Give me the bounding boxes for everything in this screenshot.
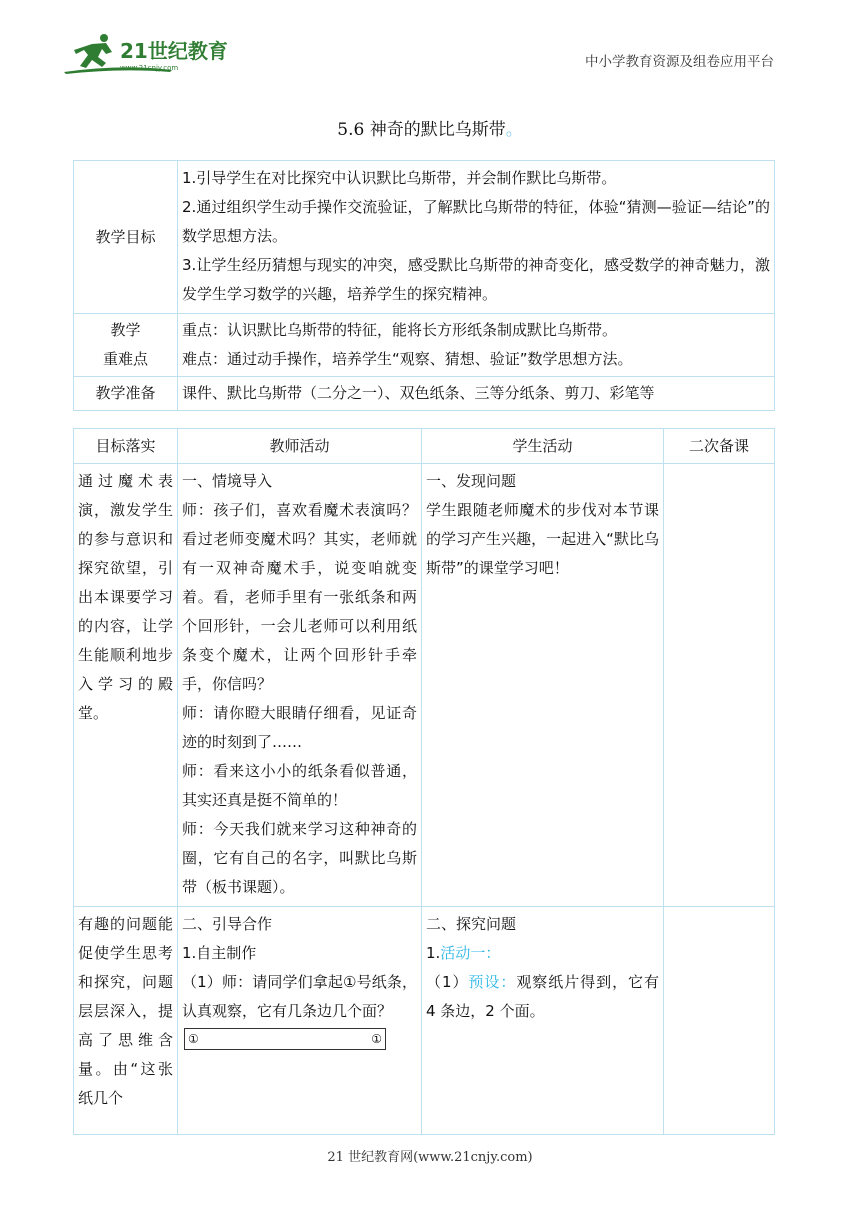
goal-cell: 通过魔术表演，激发学生的参与意识和探究欲望，引出本课要学习的内容，让学生能顺利地步入学习的殿堂。 bbox=[74, 464, 178, 907]
activity-row-1 bbox=[74, 464, 775, 907]
title-suffix: 。 bbox=[505, 120, 523, 140]
student-line: 学生跟随老师魔术的步伐对本节课的学习产生兴趣，一起进入“默比乌斯带”的课堂学习吧！ bbox=[426, 501, 659, 577]
teacher-line: （1）师：请同学们拿起①号纸条，认真观察，它有几条边几个面？ bbox=[182, 973, 417, 1020]
key-points-label: 教学 重难点 bbox=[74, 314, 178, 377]
teacher-line: 师：今天我们就来学习这种神奇的圈，它有自己的名字，叫默比乌斯带（板书课题）。 bbox=[182, 820, 417, 896]
goal-cell: 有趣的问题能促使学生思考和探究，问题层层深入，提高了思维含量。由“这张纸几个 bbox=[74, 907, 178, 1135]
page-header bbox=[60, 30, 774, 80]
header-teacher: 教师活动 bbox=[178, 429, 422, 464]
notes-cell bbox=[664, 907, 775, 1135]
teacher-heading: 二、引导合作 bbox=[182, 915, 273, 933]
student-heading: 一、发现问题 bbox=[426, 472, 517, 490]
strip-mark-left: ① bbox=[188, 1032, 199, 1046]
student-activity: 1.活动一： bbox=[426, 944, 501, 962]
goals-row bbox=[74, 161, 775, 314]
activity-header-row bbox=[74, 429, 775, 464]
platform-name: 中小学教育资源及组卷应用平台 bbox=[585, 54, 774, 70]
goal-item: 1.引导学生在对比探究中认识默比乌斯带，并会制作默比乌斯带。 bbox=[182, 169, 617, 187]
key-points-row bbox=[74, 314, 775, 377]
site-logo bbox=[62, 30, 232, 74]
difficult-point: 难点：通过动手操作，培养学生“观察、猜想、验证”数学思想方法。 bbox=[182, 350, 633, 368]
svg-text:www.21cnjy.com: www.21cnjy.com bbox=[120, 64, 179, 72]
page-title bbox=[0, 115, 860, 140]
page-footer: 21 世纪教育网(www.21cnjy.com) bbox=[327, 1150, 533, 1165]
strip-mark-right: ① bbox=[371, 1032, 382, 1046]
notes-cell bbox=[664, 464, 775, 907]
header-notes: 二次备课 bbox=[664, 429, 775, 464]
prep-text: 课件、默比乌斯带（二分之一）、双色纸条、三等分纸条、剪刀、彩笔等 bbox=[178, 377, 775, 411]
teacher-line: 师：请你瞪大眼睛仔细看，见证奇迹的时刻到了…… bbox=[182, 704, 417, 751]
title-text: 5.6 神奇的默比乌斯带 bbox=[337, 120, 506, 140]
activity-table bbox=[73, 428, 775, 1135]
goal-item: 3.让学生经历猜想与现实的冲突，感受默比乌斯带的神奇变化，感受数学的神奇魅力，激发学生学习数学的兴趣，培养学生的探究精神。 bbox=[182, 256, 770, 303]
key-point: 重点：认识默比乌斯带的特征，能将长方形纸条制成默比乌斯带。 bbox=[182, 321, 618, 339]
info-table bbox=[73, 160, 775, 411]
activity-row-2 bbox=[74, 907, 775, 1135]
prep-row bbox=[74, 377, 775, 411]
student-heading: 二、探究问题 bbox=[426, 915, 517, 933]
paper-strip-figure bbox=[184, 1028, 386, 1050]
teacher-line: 师：看来这小小的纸条看似普通，其实还真是挺不简单的！ bbox=[182, 762, 417, 809]
student-line: （1）预设：观察纸片得到，它有 4 条边，2 个面。 bbox=[426, 973, 659, 1020]
teacher-line: 师：孩子们，喜欢看魔术表演吗？看过老师变魔术吗？其实，老师就有一双神奇魔术手，说变咱就变着。看，老师手里有一张纸条和两个回形针，一会儿老师可以利用纸条变个魔术，让两个回形针手牵手，你信吗？ bbox=[182, 501, 417, 693]
prep-label: 教学准备 bbox=[74, 377, 178, 411]
header-goal: 目标落实 bbox=[74, 429, 178, 464]
teacher-heading: 一、情境导入 bbox=[182, 472, 273, 490]
svg-text:21世纪教育: 21世纪教育 bbox=[120, 39, 228, 63]
goals-label: 教学目标 bbox=[74, 161, 178, 314]
header-student: 学生活动 bbox=[422, 429, 664, 464]
goal-item: 2.通过组织学生动手操作交流验证，了解默比乌斯带的特征，体验“猜测—验证—结论”的数学思想方法。 bbox=[182, 198, 770, 245]
teacher-line: 1.自主制作 bbox=[182, 944, 257, 962]
